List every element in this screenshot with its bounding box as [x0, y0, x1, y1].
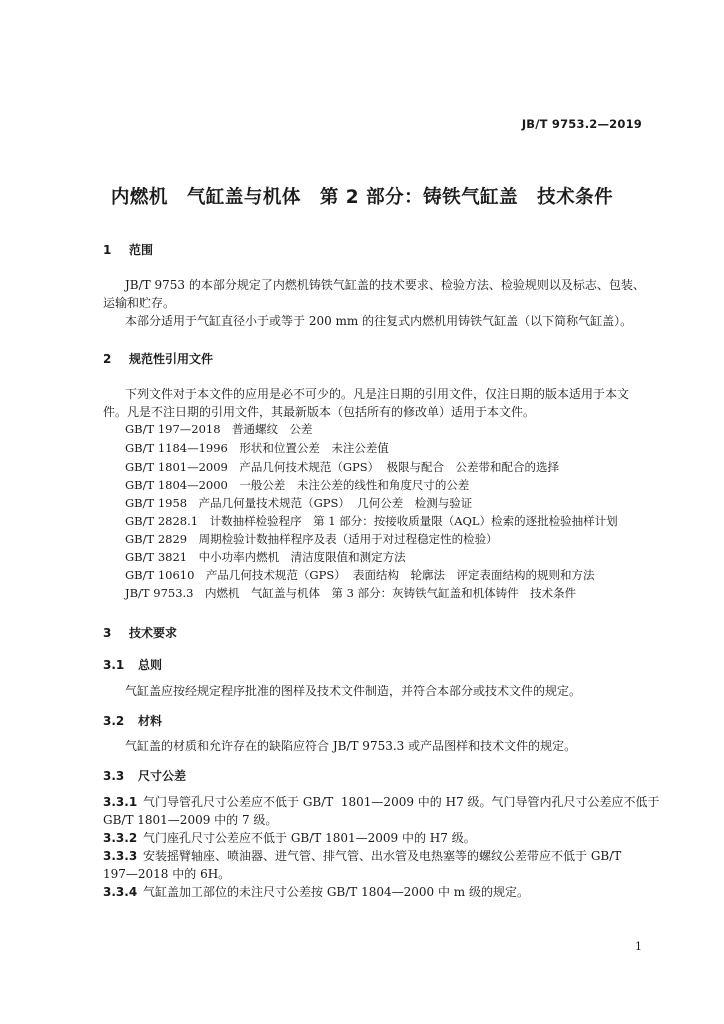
- standard-number: JB/T 9753.2—2019: [521, 117, 642, 131]
- section-number: 2: [103, 352, 112, 366]
- reference-item: GB/T 1804—2000 一般公差 未注公差的线性和角度尺寸的公差: [125, 478, 470, 492]
- section-title: 规范性引用文件: [129, 352, 214, 366]
- clause-text: 安装摇臂轴座、喷油器、进气管、排气管、出水管及电热塞等的螺纹公差带应不低于 GB/T: [143, 849, 622, 863]
- reference-item: GB/T 197—2018 普通螺纹 公差: [125, 422, 313, 436]
- section-number: 1: [103, 243, 112, 257]
- subsection-title: 尺寸公差: [138, 769, 187, 783]
- section-title: 范围: [129, 243, 154, 257]
- reference-item: GB/T 3821 中小功率内燃机 清洁度限值和测定方法: [125, 550, 406, 564]
- paragraph-line: 气缸盖的材质和允许存在的缺陷应符合 JB/T 9753.3 或产品图样和技术文件的规定。: [125, 739, 577, 753]
- clause-text: 气门座孔尺寸公差应不低于 GB/T 1801—2009 中的 H7 级。: [143, 831, 476, 845]
- clause-text: 气门导管孔尺寸公差应不低于 GB/T 1801—2009 中的 H7 级。气门导管内孔尺寸公差应不低于: [143, 795, 660, 809]
- reference-item: GB/T 2828.1 计数抽样检验程序 第 1 部分：按接收质量限（AQL）检索的逐批检验抽样计划: [125, 514, 618, 528]
- page-number: 1: [635, 940, 642, 953]
- clause-3-3-1: [103, 793, 660, 811]
- clause-continuation: 197—2018 中的 6H。: [103, 867, 231, 881]
- clause-number: 3.3.3: [103, 849, 138, 863]
- clause-text: 气缸盖加工部位的未注尺寸公差按 GB/T 1804—2000 中 m 级的规定。: [143, 885, 529, 899]
- paragraph-line: 运输和贮存。: [103, 296, 176, 310]
- paragraph-line: 本部分适用于气缸直径小于或等于 200 mm 的往复式内燃机用铸铁气缸盖（以下简称气缸盖）。: [125, 314, 633, 328]
- subsection-title: 总则: [138, 658, 163, 672]
- clause-number: 3.3.1: [103, 795, 138, 809]
- section-2-heading: [103, 350, 213, 367]
- reference-item: GB/T 1184—1996 形状和位置公差 未注公差值: [125, 441, 389, 455]
- section-number: 3: [103, 626, 112, 640]
- paragraph-line: 下列文件对于本文件的应用是必不可少的。凡是注日期的引用文件，仅注日期的版本适用于本文: [125, 387, 630, 401]
- section-title: 技术要求: [129, 626, 178, 640]
- reference-item: JB/T 9753.3 内燃机 气缸盖与机体 第 3 部分：灰铸铁气缸盖和机体铸件 技术条件: [125, 586, 577, 600]
- subsection-3-3-heading: [103, 767, 186, 784]
- clause-3-3-3: [103, 847, 638, 865]
- clause-number: 3.3.2: [103, 831, 138, 845]
- reference-item: GB/T 10610 产品几何技术规范（GPS） 表面结构 轮廓法 评定表面结构的规则和方法: [125, 568, 595, 582]
- reference-item: GB/T 1958 产品几何量技术规范（GPS） 几何公差 检测与验证: [125, 496, 473, 510]
- section-3-heading: [103, 624, 177, 641]
- paragraph-line: 件。凡是不注日期的引用文件，其最新版本（包括所有的修改单）适用于本文件。: [103, 405, 536, 419]
- clause-number: 3.3.4: [103, 885, 138, 899]
- paragraph-line: JB/T 9753 的本部分规定了内燃机铸铁气缸盖的技术要求、检验方法、检验规则以及标志、包装、: [125, 278, 645, 292]
- paragraph-line: 气缸盖应按经规定程序批准的图样及技术文件制造，并符合本部分或技术文件的规定。: [125, 684, 582, 698]
- document-title: 内燃机 气缸盖与机体 第 2 部分：铸铁气缸盖 技术条件: [110, 187, 614, 208]
- clause-continuation: GB/T 1801—2009 中的 7 级。: [103, 813, 278, 827]
- subsection-3-1-heading: [103, 656, 162, 673]
- clause-3-3-2: [103, 829, 638, 847]
- reference-item: GB/T 2829 周期检验计数抽样程序及表（适用于对过程稳定性的检验）: [125, 532, 498, 546]
- subsection-number: 3.1: [103, 658, 125, 672]
- clause-3-3-4: [103, 883, 638, 901]
- subsection-3-2-heading: [103, 712, 162, 729]
- reference-item: GB/T 1801—2009 产品几何技术规范（GPS） 极限与配合 公差带和配合的选择: [125, 460, 559, 474]
- subsection-title: 材料: [138, 714, 163, 728]
- subsection-number: 3.2: [103, 714, 125, 728]
- subsection-number: 3.3: [103, 769, 125, 783]
- section-1-heading: [103, 241, 153, 258]
